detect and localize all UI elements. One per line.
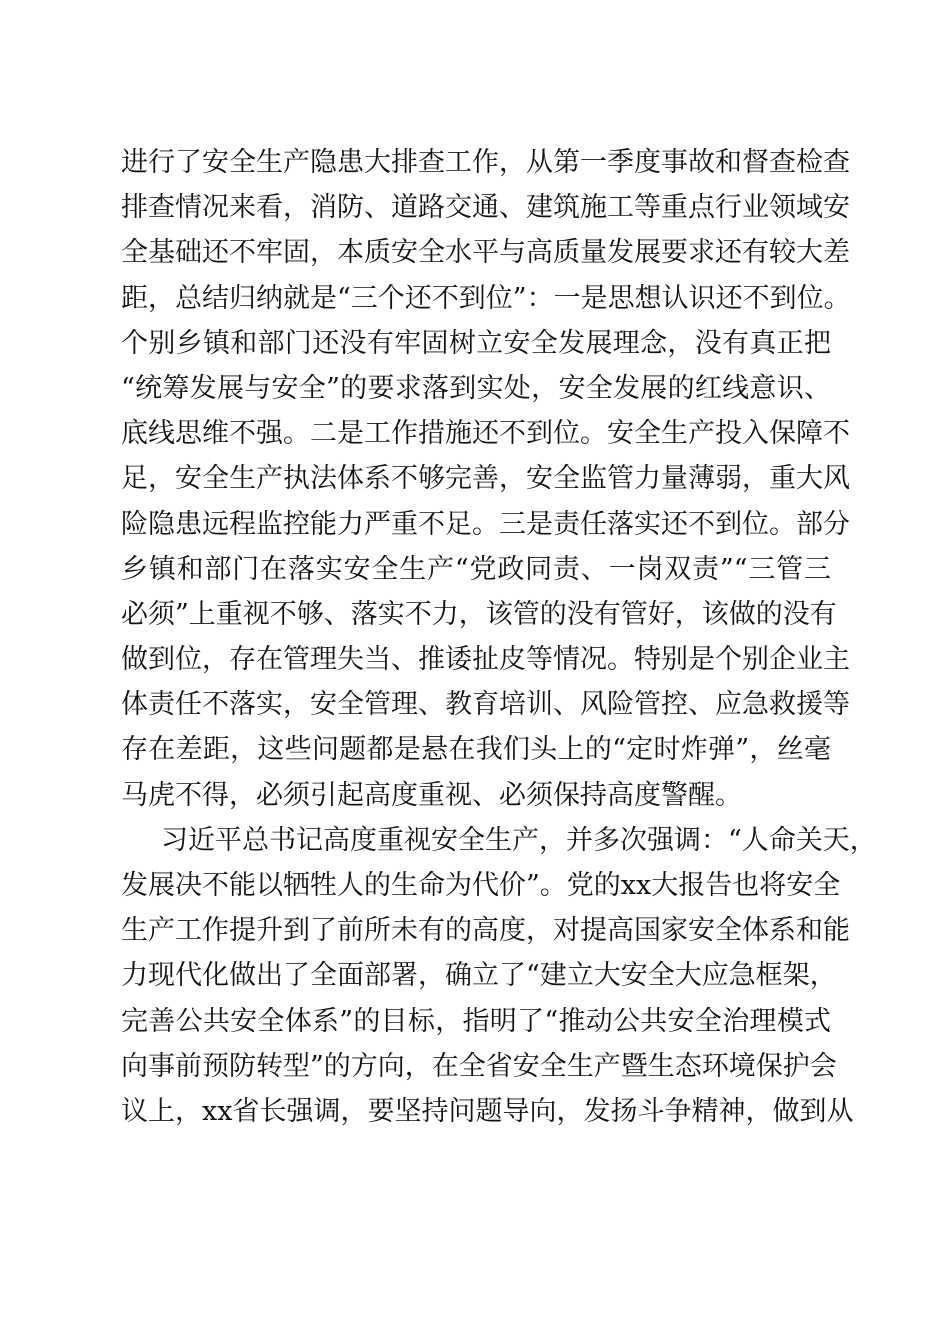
text-line: 必须”上重视不够、落实不力，该管的没有管好，该做的没有 [121,598,837,630]
text-line: 排查情况来看，消防、道路交通、建筑施工等重点行业领域安 [121,192,850,224]
text-line: 存在差距，这些问题都是悬在我们头上的“定时炸弹”，丝毫 [121,734,831,766]
text-line: 距，总结归纳就是“三个还不到位”：一是思想认识还不到位。 [121,282,851,314]
text-line: 习近平总书记高度重视安全生产，并多次强调：“人命关天， [161,824,877,856]
body-text [121,140,877,1134]
text-line: 向事前预防转型”的方向，在全省安全生产暨生态环境保护会 [121,1050,837,1082]
text-line: 个别乡镇和部门还没有牢固树立安全发展理念，没有真正把 [121,327,831,359]
text-line: 险隐患远程监控能力严重不足。三是责任落实还不到位。部分 [121,508,850,540]
text-line: 完善公共安全体系”的目标，指明了“推动公共安全治理模式 [121,1005,831,1037]
text-line: 议上，xx省长强调，要坚持问题导向，发扬斗争精神，做到从 [121,1095,854,1127]
text-line: 做到位，存在管理失当、推诿扯皮等情况。特别是个别企业主 [121,644,850,676]
text-line: 全基础还不牢固，本质安全水平与高质量发展要求还有较大差 [121,237,850,269]
text-line: 马虎不得，必须引起高度重视、必须保持高度警醒。 [121,779,742,811]
text-line: 体责任不落实，安全管理、教育培训、风险管控、应急救援等 [121,689,850,721]
text-line: 底线思维不强。二是工作措施还不到位。安全生产投入保障不 [121,418,850,450]
text-line: 力现代化做出了全面部署，确立了“建立大安全大应急框架， [121,960,837,992]
text-line: 进行了安全生产隐患大排查工作，从第一季度事故和督查检查 [121,147,850,178]
text-line: 足，安全生产执法体系不够完善，安全监管力量薄弱，重大风 [121,463,850,495]
text-line: 生产工作提升到了前所未有的高度，对提高国家安全体系和能 [121,915,850,947]
text-line: 乡镇和部门在落实安全生产“党政同责、一岗双责”“三管三 [121,553,831,585]
text-line: 发展决不能以牺牲人的生命为代价”。党的xx大报告也将安全 [121,870,841,901]
text-line: “统筹发展与安全”的要求落到实处，安全发展的红线意识、 [121,372,831,404]
